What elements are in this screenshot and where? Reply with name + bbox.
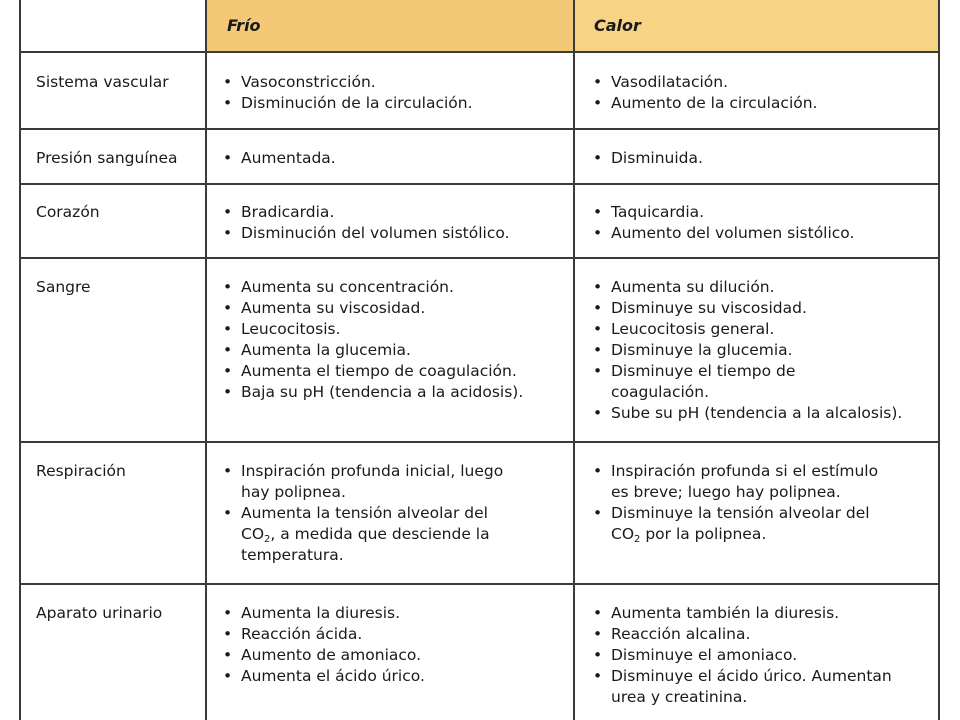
- list-item: • Vasodilatación.: [593, 72, 817, 93]
- list-item: • Bradicardia.: [223, 202, 510, 223]
- list-item: • Aumenta la glucemia.: [223, 340, 523, 361]
- list-item: • Disminución del volumen sistólico.: [223, 223, 510, 244]
- cold-cell-presion-sanguinea: [223, 148, 336, 169]
- hot-cell-corazon: [593, 202, 854, 244]
- column-divider-1: [205, 0, 207, 720]
- row-divider: [19, 183, 940, 185]
- row-label-sistema-vascular: Sistema vascular: [36, 73, 169, 91]
- header-cell-cold: [206, 0, 574, 52]
- list-item: • Aumenta también la diuresis.: [593, 603, 892, 624]
- list-item: • Aumento de amoniaco.: [223, 645, 425, 666]
- list-item: • Disminuida.: [593, 148, 703, 169]
- list-item-line: temperatura.: [241, 546, 344, 564]
- list-item-line: Disminuye el tiempo de: [611, 362, 796, 380]
- row-label-respiracion: Respiración: [36, 462, 126, 480]
- list-item: • Leucocitosis.: [223, 319, 523, 340]
- list-item: • Vasoconstricción.: [223, 72, 473, 93]
- list-item-line: es breve; luego hay polipnea.: [611, 483, 841, 501]
- list-item: • Disminución de la circulación.: [223, 93, 473, 114]
- cold-cell-aparato-urinario: [223, 603, 425, 687]
- list-item-line: hay polipnea.: [241, 483, 346, 501]
- hot-cell-respiracion: [593, 461, 878, 545]
- co2-formula: $CO_2$ por la polipnea.: [611, 525, 767, 545]
- list-item: • Reacción ácida.: [223, 624, 425, 645]
- list-item: [593, 461, 878, 503]
- list-item: • Aumenta el tiempo de coagulación.: [223, 361, 523, 382]
- row-divider: [19, 51, 940, 53]
- list-item-line: Aumenta la tensión alveolar del: [241, 504, 488, 522]
- row-divider: [19, 441, 940, 443]
- row-label-presion-sanguinea: Presión sanguínea: [36, 149, 178, 167]
- header-hot: Calor: [594, 16, 641, 35]
- list-item: • Aumenta su viscosidad.: [223, 298, 523, 319]
- list-item: • Aumenta la diuresis.: [223, 603, 425, 624]
- cold-cell-corazon: [223, 202, 510, 244]
- cold-cell-sistema-vascular: [223, 72, 473, 114]
- column-divider-2: [573, 0, 575, 720]
- table-border-right: [938, 0, 940, 720]
- hot-cell-sangre: [593, 277, 902, 424]
- list-item: • Sube su pH (tendencia a la alcalosis).: [593, 403, 902, 424]
- list-item: • Aumenta su dilución.: [593, 277, 902, 298]
- header-cold: Frío: [227, 16, 261, 35]
- row-label-sangre: Sangre: [36, 278, 91, 296]
- list-item: [223, 461, 503, 503]
- list-item: • Reacción alcalina.: [593, 624, 892, 645]
- list-item-line: Disminuye la tensión alveolar del: [611, 504, 870, 522]
- row-divider: [19, 583, 940, 585]
- list-item: [593, 503, 878, 545]
- list-item: • Aumento de la circulación.: [593, 93, 817, 114]
- list-item: • Aumenta su concentración.: [223, 277, 523, 298]
- co2-formula: $CO_2$, a medida que desciende la: [241, 525, 490, 545]
- list-item: • Disminuye su viscosidad.: [593, 298, 902, 319]
- row-label-corazon: Corazón: [36, 203, 100, 221]
- list-item-line: Disminuye el ácido úrico. Aumentan: [611, 667, 892, 685]
- table-border-left: [19, 0, 21, 720]
- list-item: • Leucocitosis general.: [593, 319, 902, 340]
- list-item: • Aumenta el ácido úrico.: [223, 666, 425, 687]
- list-item: • Taquicardia.: [593, 202, 854, 223]
- hot-cell-presion-sanguinea: [593, 148, 703, 169]
- list-item-line: coagulación.: [611, 383, 710, 401]
- list-item: • Disminuye la glucemia.: [593, 340, 902, 361]
- cold-cell-respiracion: [223, 461, 503, 566]
- list-item: • Disminuye el amoniaco.: [593, 645, 892, 666]
- row-divider: [19, 257, 940, 259]
- list-item: • Aumentada.: [223, 148, 336, 169]
- hot-cell-aparato-urinario: [593, 603, 892, 708]
- row-divider: [19, 128, 940, 130]
- list-item-line: Inspiración profunda si el estímulo: [611, 462, 879, 480]
- list-item-line: Inspiración profunda inicial, luego: [241, 462, 504, 480]
- cold-cell-sangre: [223, 277, 523, 403]
- list-item: [223, 503, 503, 566]
- hot-cell-sistema-vascular: [593, 72, 817, 114]
- list-item-line: urea y creatinina.: [611, 688, 748, 706]
- list-item: • Aumento del volumen sistólico.: [593, 223, 854, 244]
- row-label-aparato-urinario: Aparato urinario: [36, 604, 163, 622]
- list-item: • Baja su pH (tendencia a la acidosis).: [223, 382, 523, 403]
- list-item: [593, 666, 892, 708]
- list-item: [593, 361, 902, 403]
